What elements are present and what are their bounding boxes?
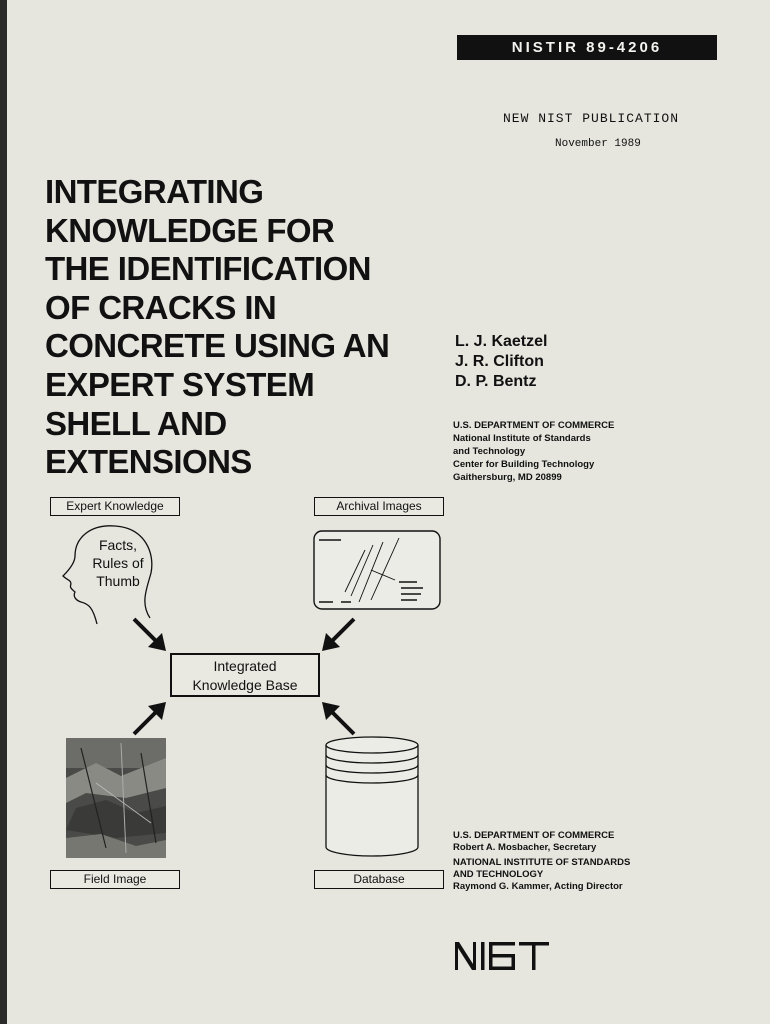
document-title (45, 173, 445, 482)
head-text (82, 536, 154, 590)
report-number-banner: NISTIR 89-4206 (457, 35, 717, 60)
author: J. R. Clifton (455, 353, 544, 370)
arrow-down-left-icon (318, 615, 358, 655)
arrow-down-right-icon (130, 615, 170, 655)
affiliation-line: National Institute of Standards (453, 433, 591, 444)
nist-logo (453, 938, 553, 972)
kb-label-line: Knowledge Base (192, 677, 298, 693)
title-line: SHELL AND (45, 404, 227, 442)
database-label: Database (314, 870, 444, 889)
page-edge (0, 0, 7, 1024)
archival-images-label: Archival Images (314, 497, 444, 516)
footer-line: NATIONAL INSTITUTE OF STANDARDS (453, 857, 631, 868)
head-text-line: Thumb (96, 573, 140, 589)
publication-date: November 1989 (555, 138, 641, 150)
author: D. P. Bentz (455, 373, 537, 390)
affiliation-line: Gaithersburg, MD 20899 (453, 472, 562, 483)
footer-line: U.S. DEPARTMENT OF COMMERCE (453, 830, 615, 841)
affiliation-line: U.S. DEPARTMENT OF COMMERCE (453, 420, 615, 431)
title-line: KNOWLEDGE FOR (45, 211, 335, 249)
title-line: OF CRACKS IN (45, 288, 277, 326)
footer-line: AND TECHNOLOGY (453, 869, 544, 880)
field-image-label: Field Image (50, 870, 180, 889)
arrow-up-right-icon (130, 698, 170, 738)
field-image-photo (66, 738, 166, 858)
title-line: CONCRETE USING AN (45, 327, 390, 365)
head-text-line: Rules of (92, 555, 144, 571)
title-line: EXPERT SYSTEM (45, 365, 315, 403)
integrated-knowledge-base-box (170, 653, 320, 697)
crack-sketch-image (313, 530, 441, 610)
title-line: INTEGRATING (45, 173, 264, 210)
affiliation-line: Center for Building Technology (453, 459, 595, 470)
database-cylinder-icon (324, 735, 420, 860)
head-text-line: Facts, (98, 537, 138, 553)
expert-knowledge-label: Expert Knowledge (50, 497, 180, 516)
kb-label-line: Integrated (213, 658, 277, 674)
footer-line: Robert A. Mosbacher, Secretary (453, 842, 597, 853)
footer-organization (453, 830, 630, 893)
author-list (455, 332, 547, 392)
arrow-up-left-icon (318, 698, 358, 738)
affiliation-block (453, 419, 614, 484)
publication-label: NEW NIST PUBLICATION (503, 111, 680, 126)
affiliation-line: and Technology (453, 446, 526, 457)
author: L. J. Kaetzel (455, 333, 548, 350)
footer-line: Raymond G. Kammer, Acting Director (453, 881, 623, 892)
title-line: THE IDENTIFICATION (45, 250, 371, 288)
title-line: EXTENSIONS (45, 443, 252, 481)
